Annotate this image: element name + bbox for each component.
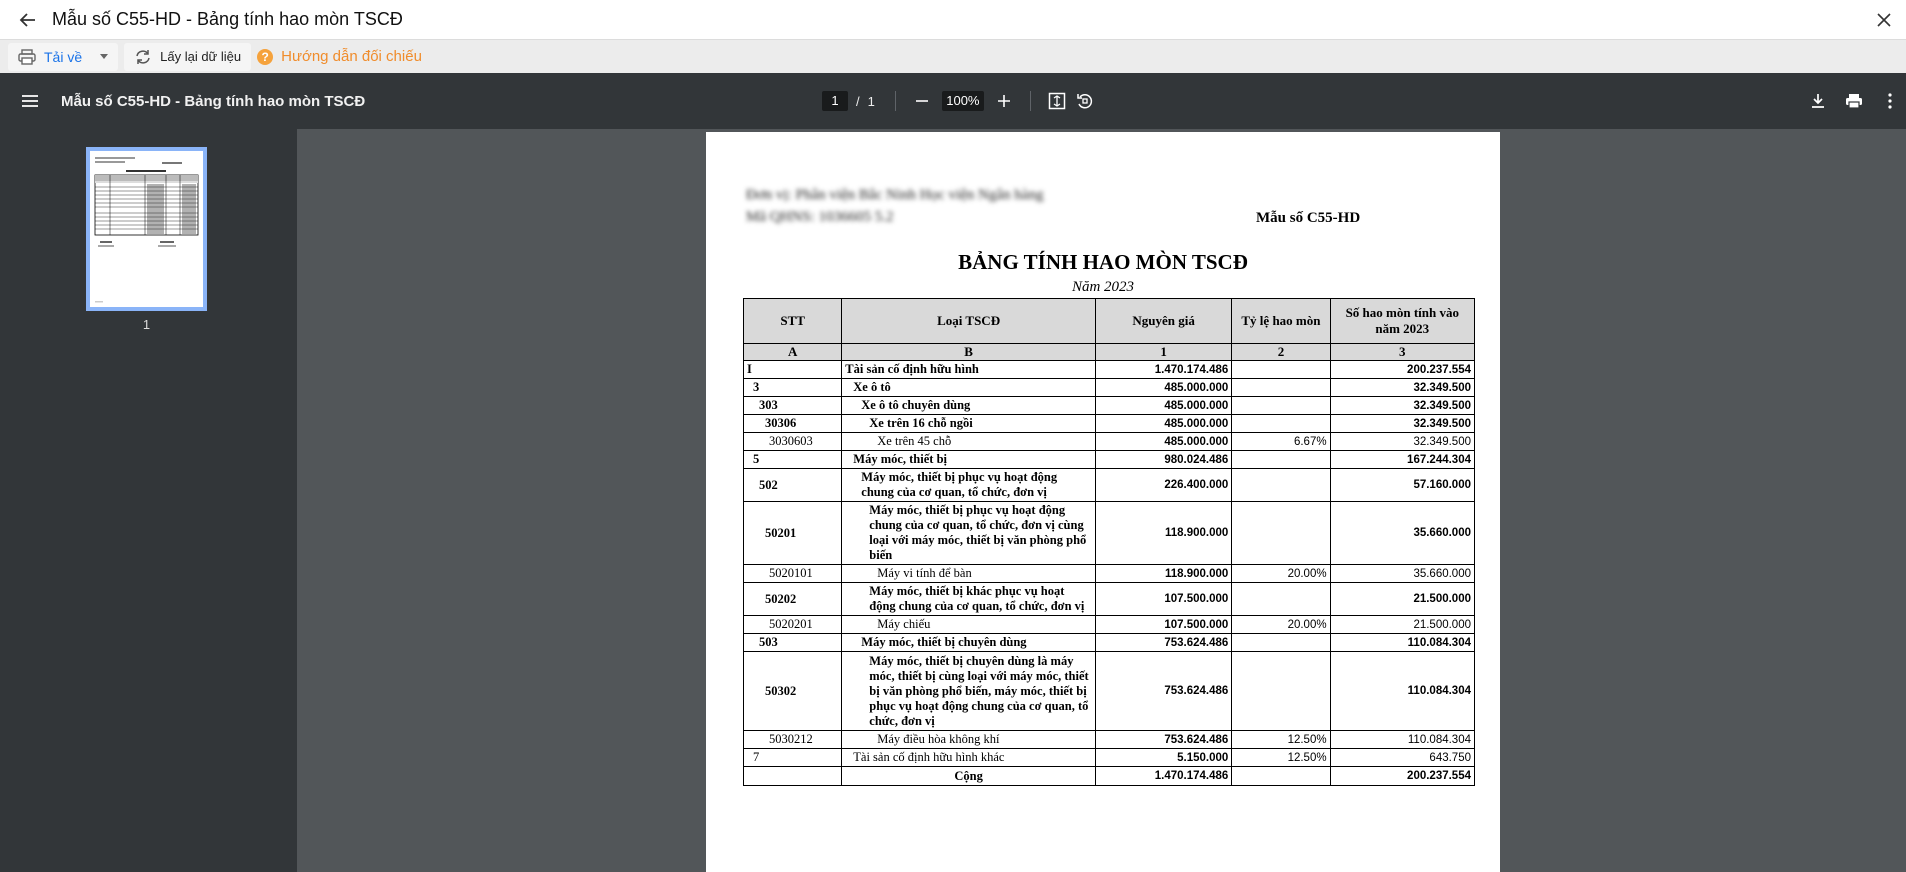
cell-stt: 5020101 bbox=[744, 565, 842, 583]
refresh-icon bbox=[134, 49, 152, 65]
cell-asset-type: Máy móc, thiết bị bbox=[842, 451, 1096, 469]
table-row bbox=[744, 767, 1475, 786]
cell-original-cost: 1.470.174.486 bbox=[1095, 361, 1231, 379]
pdf-print-button[interactable] bbox=[1840, 87, 1868, 115]
cell-original-cost: 485.000.000 bbox=[1095, 397, 1231, 415]
form-code: Mẫu số C55-HD bbox=[1256, 210, 1361, 226]
cell-stt: 5020201 bbox=[744, 616, 842, 634]
cell-original-cost: 118.900.000 bbox=[1095, 502, 1231, 565]
cell-asset-type: Máy móc, thiết bị khác phục vụ hoạt động chung của cơ quan, tổ chức, đơn vị bbox=[842, 583, 1096, 616]
page-total: 1 bbox=[867, 93, 875, 109]
more-options-button[interactable] bbox=[1876, 87, 1904, 115]
col-header-depreciation-rate: Tỷ lệ hao mòn bbox=[1232, 299, 1330, 344]
hamburger-menu-icon bbox=[22, 94, 38, 108]
page-separator: / bbox=[856, 93, 860, 109]
col-header-asset-type: Loại TSCĐ bbox=[842, 299, 1096, 344]
download-button[interactable] bbox=[8, 43, 118, 71]
pdf-page bbox=[706, 132, 1500, 872]
cell-depreciation-amount: 643.750 bbox=[1330, 749, 1474, 767]
cell-original-cost: 753.624.486 bbox=[1095, 652, 1231, 731]
reconciliation-guide-link[interactable] bbox=[257, 43, 422, 71]
cell-depreciation-amount: 32.349.500 bbox=[1330, 433, 1474, 451]
fit-page-button[interactable] bbox=[1043, 87, 1071, 115]
cell-original-cost: 485.000.000 bbox=[1095, 415, 1231, 433]
cell-depreciation-amount: 110.084.304 bbox=[1330, 652, 1474, 731]
more-vertical-icon bbox=[1888, 93, 1892, 109]
cell-depreciation-rate bbox=[1232, 361, 1330, 379]
menu-button[interactable] bbox=[15, 86, 45, 116]
subheader-a: A bbox=[744, 344, 842, 361]
cell-depreciation-amount: 32.349.500 bbox=[1330, 415, 1474, 433]
cell-stt: 7 bbox=[744, 749, 842, 767]
cell-depreciation-rate bbox=[1232, 767, 1330, 786]
cell-depreciation-rate bbox=[1232, 469, 1330, 502]
cell-asset-type: Máy móc, thiết bị chuyên dùng bbox=[842, 634, 1096, 652]
col-header-depreciation-amount: Số hao mòn tính vào năm 2023 bbox=[1330, 299, 1474, 344]
cell-original-cost: 118.900.000 bbox=[1095, 565, 1231, 583]
close-button[interactable] bbox=[1868, 4, 1900, 36]
thumbnail-sidebar bbox=[0, 129, 297, 872]
cell-depreciation-rate bbox=[1232, 652, 1330, 731]
cell-original-cost: 107.500.000 bbox=[1095, 583, 1231, 616]
cell-depreciation-rate bbox=[1232, 379, 1330, 397]
cell-asset-type: Máy vi tính để bàn bbox=[842, 565, 1096, 583]
window-titlebar bbox=[0, 0, 1906, 40]
cell-depreciation-amount: 110.084.304 bbox=[1330, 634, 1474, 652]
cell-original-cost: 753.624.486 bbox=[1095, 731, 1231, 749]
cell-depreciation-rate bbox=[1232, 634, 1330, 652]
cell-depreciation-rate: 20.00% bbox=[1232, 616, 1330, 634]
printer-icon bbox=[18, 49, 36, 65]
cell-depreciation-amount: 21.500.000 bbox=[1330, 616, 1474, 634]
help-icon: ? bbox=[257, 49, 273, 65]
cell-depreciation-amount: 200.237.554 bbox=[1330, 361, 1474, 379]
document-title: BẢNG TÍNH HAO MÒN TSCĐ bbox=[958, 250, 1248, 274]
cell-stt: 503 bbox=[744, 634, 842, 652]
table-row bbox=[744, 415, 1475, 433]
cell-asset-type: Máy móc, thiết bị phục vụ hoạt động chung của cơ quan, tổ chức, đơn vị bbox=[842, 469, 1096, 502]
table-row bbox=[744, 565, 1475, 583]
rotate-icon bbox=[1076, 92, 1094, 110]
cell-original-cost: 980.024.486 bbox=[1095, 451, 1231, 469]
table-row bbox=[744, 433, 1475, 451]
cell-original-cost: 485.000.000 bbox=[1095, 433, 1231, 451]
table-body bbox=[744, 361, 1475, 786]
cell-depreciation-rate: 20.00% bbox=[1232, 565, 1330, 583]
download-icon bbox=[1810, 93, 1826, 109]
cell-original-cost: 1.470.174.486 bbox=[1095, 767, 1231, 786]
plus-icon bbox=[997, 94, 1011, 108]
cell-original-cost: 753.624.486 bbox=[1095, 634, 1231, 652]
cell-depreciation-amount: 35.660.000 bbox=[1330, 502, 1474, 565]
zoom-in-button[interactable] bbox=[990, 87, 1018, 115]
cell-stt: 30306 bbox=[744, 415, 842, 433]
rotate-button[interactable] bbox=[1071, 87, 1099, 115]
document-year: Năm 2023 bbox=[1071, 279, 1135, 295]
cell-depreciation-rate bbox=[1232, 451, 1330, 469]
cell-depreciation-rate bbox=[1232, 397, 1330, 415]
zoom-input[interactable]: 100% bbox=[942, 91, 984, 111]
action-toolbar bbox=[0, 40, 1906, 73]
page-thumbnail[interactable] bbox=[86, 147, 207, 311]
cell-stt: 303 bbox=[744, 397, 842, 415]
page-number-input[interactable]: 1 bbox=[822, 91, 848, 111]
reconciliation-guide-label: Hướng dẫn đối chiếu bbox=[281, 48, 422, 65]
table-row bbox=[744, 583, 1475, 616]
pdf-actions bbox=[1804, 73, 1906, 129]
table-row bbox=[744, 397, 1475, 415]
cell-depreciation-amount: 32.349.500 bbox=[1330, 379, 1474, 397]
cell-depreciation-amount: 57.160.000 bbox=[1330, 469, 1474, 502]
arrow-left-icon bbox=[19, 11, 37, 29]
cell-depreciation-amount: 21.500.000 bbox=[1330, 583, 1474, 616]
cell-depreciation-rate: 6.67% bbox=[1232, 433, 1330, 451]
window-title: Mẫu số C55-HD - Bảng tính hao mòn TSCĐ bbox=[52, 9, 403, 29]
table-row bbox=[744, 451, 1475, 469]
pdf-viewer-toolbar bbox=[0, 73, 1906, 129]
back-button[interactable] bbox=[8, 0, 48, 40]
chevron-down-icon[interactable] bbox=[100, 54, 108, 59]
cell-asset-type: Xe ô tô chuyên dùng bbox=[842, 397, 1096, 415]
cell-stt: 5030212 bbox=[744, 731, 842, 749]
cell-stt: I bbox=[744, 361, 842, 379]
divider bbox=[1030, 91, 1031, 111]
cell-asset-type: Máy móc, thiết bị phục vụ hoạt động chung của cơ quan, tổ chức, đơn vị cùng loại với máy móc, thiết bị văn phòng phổ biến bbox=[842, 502, 1096, 565]
cell-depreciation-rate: 12.50% bbox=[1232, 731, 1330, 749]
cell-asset-type: Máy móc, thiết bị chuyên dùng là máy móc, thiết bị cùng loại với máy móc, thiết bị văn phòng phổ biến, máy móc, thiết bị phục vụ hoạt động chung của cơ quan, tổ chức, đơn vị bbox=[842, 652, 1096, 731]
table-row bbox=[744, 361, 1475, 379]
cell-stt: 50201 bbox=[744, 502, 842, 565]
table-row bbox=[744, 469, 1475, 502]
close-icon bbox=[1876, 12, 1892, 28]
cell-stt bbox=[744, 767, 842, 786]
table-row bbox=[744, 634, 1475, 652]
table-row bbox=[744, 379, 1475, 397]
cell-depreciation-rate bbox=[1232, 415, 1330, 433]
cell-asset-type: Xe trên 45 chỗ bbox=[842, 433, 1096, 451]
cell-stt: 50202 bbox=[744, 583, 842, 616]
unit-info-blurred bbox=[746, 184, 1043, 228]
cell-depreciation-rate bbox=[1232, 502, 1330, 565]
reload-data-label: Lấy lại dữ liệu bbox=[160, 49, 242, 64]
subheader-b: B bbox=[842, 344, 1096, 361]
col-header-stt: STT bbox=[744, 299, 842, 344]
cell-depreciation-rate: 12.50% bbox=[1232, 749, 1330, 767]
cell-asset-type: Cộng bbox=[842, 767, 1096, 786]
printer-icon bbox=[1845, 93, 1863, 109]
cell-depreciation-amount: 110.084.304 bbox=[1330, 731, 1474, 749]
table-row bbox=[744, 652, 1475, 731]
cell-asset-type: Máy điều hòa không khí bbox=[842, 731, 1096, 749]
cell-depreciation-rate bbox=[1232, 583, 1330, 616]
cell-stt: 50302 bbox=[744, 652, 842, 731]
table-row bbox=[744, 616, 1475, 634]
download-label: Tải về bbox=[44, 48, 83, 65]
pdf-document-name: Mẫu số C55-HD - Bảng tính hao mòn TSCĐ bbox=[61, 92, 366, 110]
divider bbox=[895, 91, 896, 111]
cell-original-cost: 485.000.000 bbox=[1095, 379, 1231, 397]
table-row bbox=[744, 502, 1475, 565]
cell-depreciation-amount: 35.660.000 bbox=[1330, 565, 1474, 583]
table-row bbox=[744, 749, 1475, 767]
cell-depreciation-amount: 167.244.304 bbox=[1330, 451, 1474, 469]
pdf-page-controls bbox=[822, 73, 1099, 129]
cell-stt: 3 bbox=[744, 379, 842, 397]
depreciation-table bbox=[743, 298, 1475, 786]
cell-asset-type: Xe ô tô bbox=[842, 379, 1096, 397]
reload-data-button[interactable] bbox=[124, 43, 251, 71]
unit-code: Mã QHNS: 1036605 5.2 bbox=[746, 209, 894, 225]
cell-asset-type: Máy chiếu bbox=[842, 616, 1096, 634]
unit-name: Đơn vị: Phân viện Bắc Ninh Học viện Ngân hàng bbox=[746, 187, 1044, 203]
col-header-original-cost: Nguyên giá bbox=[1095, 299, 1231, 344]
subheader-3: 3 bbox=[1330, 344, 1474, 361]
pdf-document-area[interactable] bbox=[297, 129, 1906, 872]
minus-icon bbox=[915, 94, 929, 108]
pdf-download-button[interactable] bbox=[1804, 87, 1832, 115]
cell-original-cost: 226.400.000 bbox=[1095, 469, 1231, 502]
cell-depreciation-amount: 200.237.554 bbox=[1330, 767, 1474, 786]
cell-original-cost: 5.150.000 bbox=[1095, 749, 1231, 767]
cell-asset-type: Xe trên 16 chỗ ngồi bbox=[842, 415, 1096, 433]
cell-asset-type: Tài sản cố định hữu hình khác bbox=[842, 749, 1096, 767]
thumbnail-page-number: 1 bbox=[142, 317, 151, 332]
cell-asset-type: Tài sản cố định hữu hình bbox=[842, 361, 1096, 379]
cell-original-cost: 107.500.000 bbox=[1095, 616, 1231, 634]
fit-to-page-icon bbox=[1048, 92, 1066, 110]
subheader-1: 1 bbox=[1095, 344, 1231, 361]
cell-stt: 5 bbox=[744, 451, 842, 469]
subheader-2: 2 bbox=[1232, 344, 1330, 361]
cell-depreciation-amount: 32.349.500 bbox=[1330, 397, 1474, 415]
cell-stt: 3030603 bbox=[744, 433, 842, 451]
zoom-out-button[interactable] bbox=[908, 87, 936, 115]
page-thumbnail-preview bbox=[90, 151, 203, 307]
cell-stt: 502 bbox=[744, 469, 842, 502]
table-row bbox=[744, 731, 1475, 749]
